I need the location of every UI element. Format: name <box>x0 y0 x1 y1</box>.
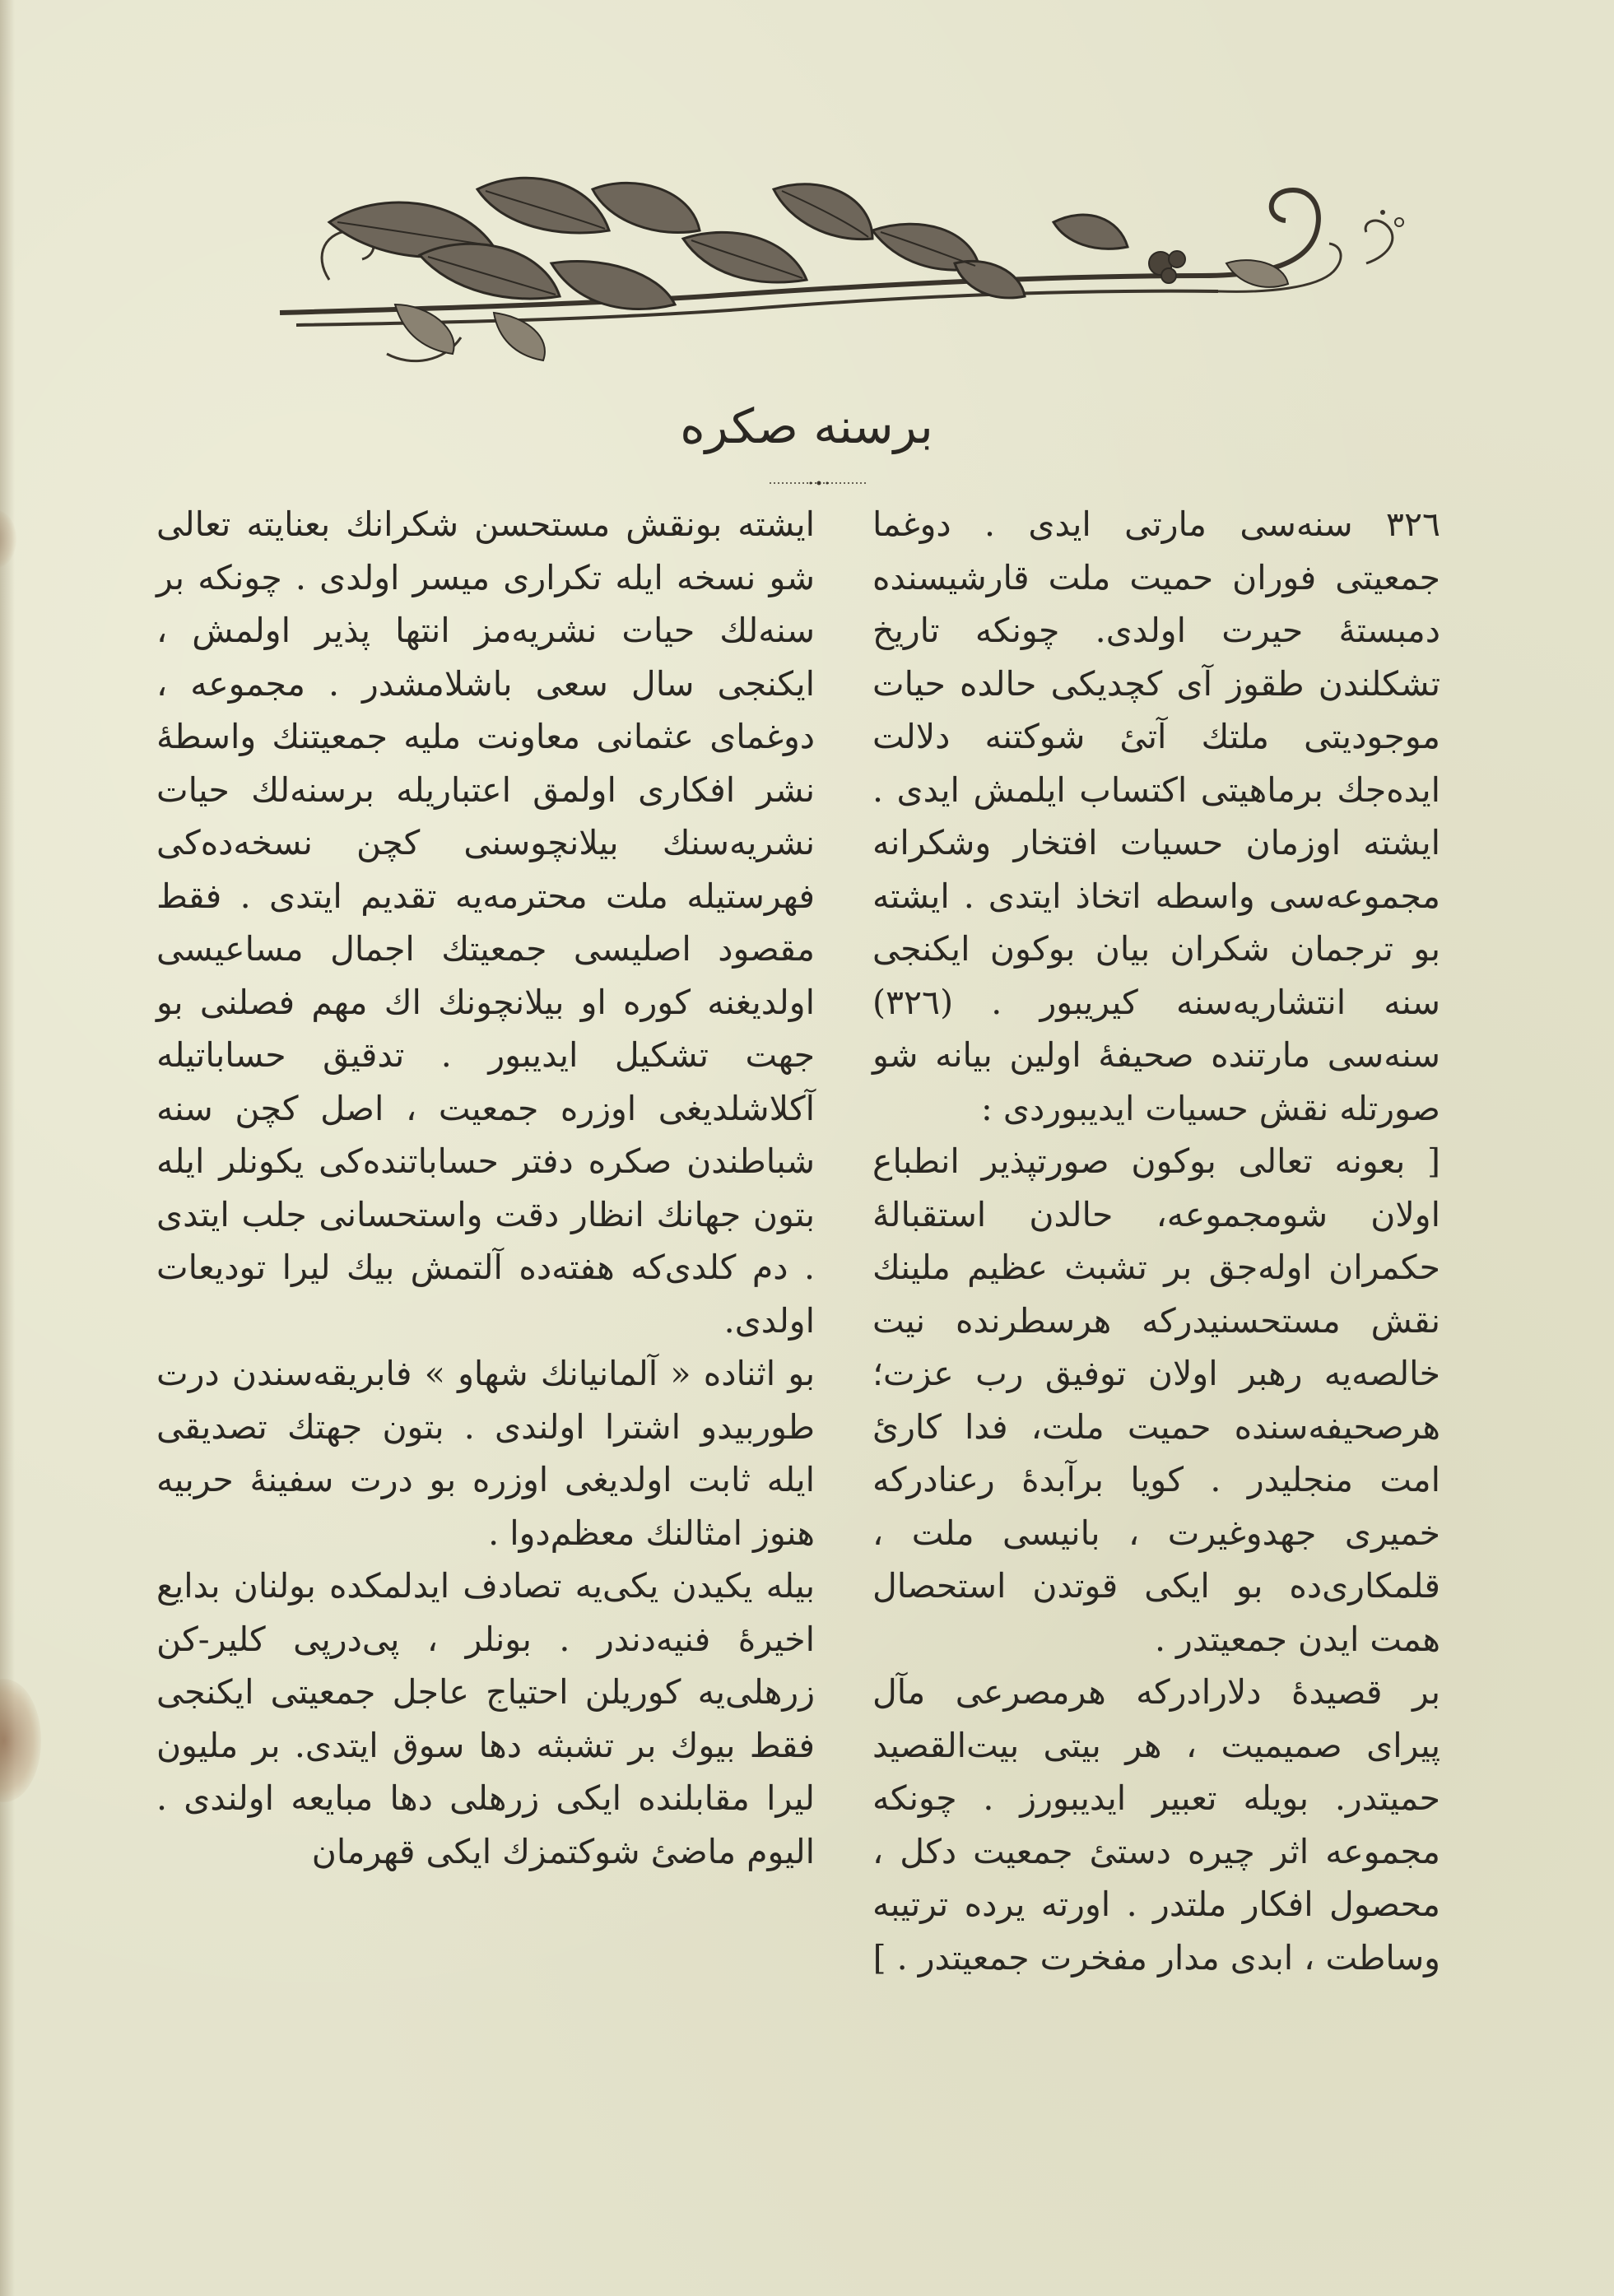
paragraph: بو اثناده « آلمانیانك شهاو » فابریقه‌سندن درت طوربیدو اشترا اولندی . بتون جهتك تصدیقی ایله ثابت اولدیغی اوزره بو درت سفینهٔ حربیه هنوز امثالنك معظم‌دوا . <box>156 1354 815 1553</box>
page-title: برسنه صکره <box>680 398 933 454</box>
paragraph: ٣٢٦ سنه‌سی مارتی ایدی . دوغما جمعیتی فوران حمیت ملت قارشیسنده دمبستهٔ حیرت اولدی. چونکه تاریخ تشکلندن طقوز آی کچدیکی حالده حیات موجودیتی ملتك آتیٔ شوکتنه دلالت ایده‌جك برماهیتی اکتساب ایلمش ایدی . ایشته اوزمان حسیات افتخار وشکرانه مجموعه‌سی واسطه اتخاذ ایتدی . ایشته بو ترجمان شکران بیان بوکون ایکنجی سنه انتشاریه‌سنه کیریبور . (٣٢٦) سنه‌سی مارتنده صحیفهٔ اولین بیانه شو صورتله نقش حسیات ایدیبوردی : <box>872 504 1440 1128</box>
paragraph: بر قصیدهٔ دلارادرکه هرمصرعی مآل پیرای صمیمیت ، هر بیتی بیت‌القصید حمیتدر. بویله تعبیر ایدیبورز . چونکه مجموعه اثر چیره دستیٔ جمعیت دکل ، محصول افکار ملتدر . اورته یرده ترتیبه وساطت ، ابدی مدار مفخرت جمعیتدر . ] <box>872 1672 1440 1978</box>
paragraph: بیله یکیدن یکی‌یه تصادف ایدلمکده بولنان بدایع اخیرهٔ فنیه‌دندر . بونلر ، پی‌درپی کلیر-کن زرهلی‌یه کوریلن احتیاج عاجل جمعیتی ایکنجی فقط بیوك بر تشبثه دها سوق ایتدی. بر ملیون لیرا مقابلنده ایکی زرهلی دها مبایعه اولندی . الیوم ماضیٔ شوکتمزك ایکی قهرمان <box>156 1566 815 1871</box>
paragraph: [ بعونه تعالی بوکون صورتپذیر انطباع اولان شومجموعه، حالدن استقبالهٔ حکمران اوله‌جق بر تشبث عظیم ملینك نقش مستحسنیدرکه هرسطرنده نیت خالصه‌یه رهبر اولان توفیق رب عزت؛ هرصحیفه‌سنده حمیت ملت، فدا کاریٔ امت منجلیدر . کویا برآبدهٔ رعنادرکه خمیری جهدوغیرت ، بانیسی ملت ، قلمکاری‌ده بو ایکی قوتدن استحصال همت ایدن جمعیتدر . <box>872 1141 1440 1659</box>
paragraph: ایشته بونقش مستحسن شکرانك بعنایته تعالی شو نسخه ایله تکراری میسر اولدی . چونکه بر سنه‌لك حیات نشریه‌مز انتها پذیر اولمش ، ایکنجی سال سعی باشلامشدر . مجموعه ، دوغمای عثمانی معاونت ملیه جمعیتنك واسطهٔ نشر افکاری اولمق اعتباریله برسنه‌لك حیات نشریه‌سنك بیلانچوسنی کچن نسخه‌ده‌کی فهرستیله ملت محترمه‌یه تقدیم ایتدی . فقط مقصود اصلیسی جمعیتك اجمال مساعیسی اولدیغنه کوره او بیلانچونك اك مهم فصلنی بو جهت تشکیل ایدیبور . تدقیق حساباتیله آکلاشلدیغی اوزره جمعیت ، اصل کچن سنه شباطندن صکره دفتر حساباتنده‌کی یکونلر ایله بتون جهانك انظار دقت واستحسانی جلب ایتدی . دم کلدی‌که هفته‌ده آلتمش بیك لیرا تودیعات اولدی. <box>156 504 815 1341</box>
page-edge-shadow <box>0 0 15 2296</box>
text-column-left <box>156 498 815 2267</box>
floral-ornament-header <box>247 140 1432 379</box>
text-column-right <box>872 498 1440 2267</box>
title-underline-ornament <box>770 480 868 486</box>
column-divider <box>838 510 840 2255</box>
